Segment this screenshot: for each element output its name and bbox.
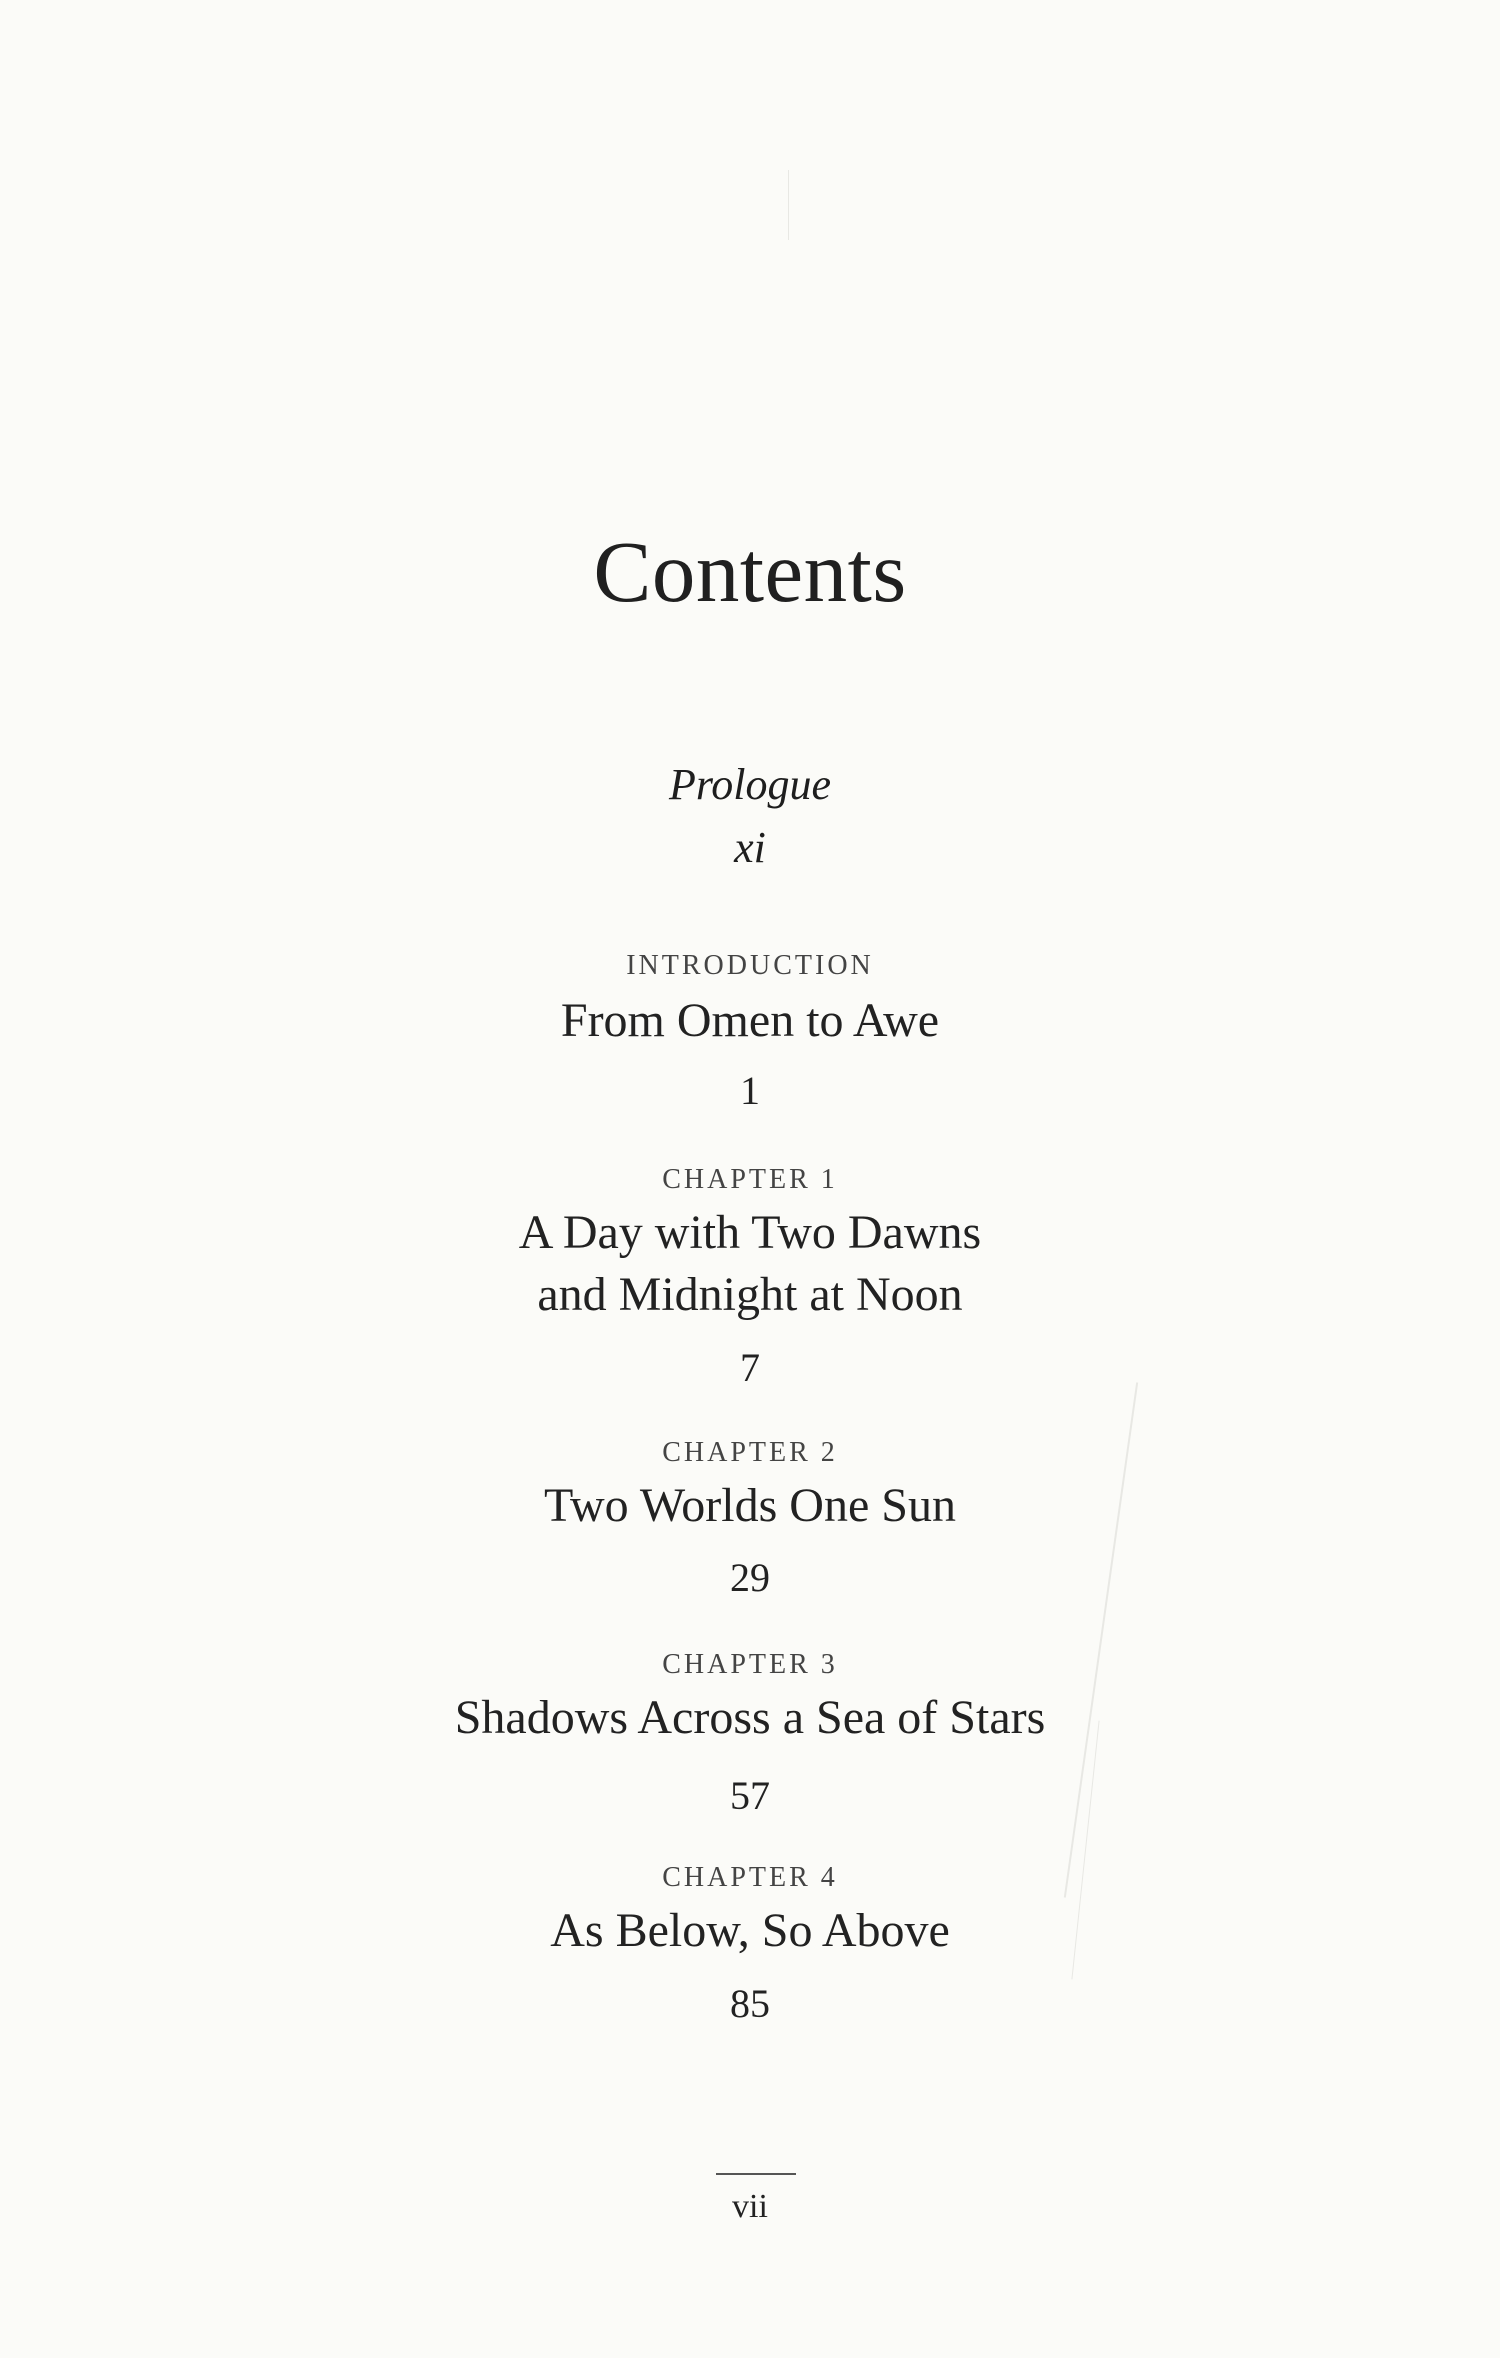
chapter-2-page-number: 29: [730, 1555, 770, 1600]
chapter-3-label: CHAPTER 3: [662, 1649, 838, 1680]
scan-artifact: [788, 170, 789, 240]
chapter-1-page-number: 7: [740, 1345, 760, 1390]
chapter-3-title: Shadows Across a Sea of Stars: [454, 1691, 1046, 1744]
chapter-2-title: Two Worlds One Sun: [544, 1479, 956, 1532]
prologue-title: Prologue: [668, 760, 832, 809]
folio-page-number: vii: [732, 2188, 768, 2225]
chapter-4-title: As Below, So Above: [550, 1904, 950, 1957]
chapter-1-title-line-1: A Day with Two Dawns: [518, 1206, 982, 1259]
chapter-1-title-line-2: and Midnight at Noon: [537, 1268, 963, 1321]
introduction-label: INTRODUCTION: [626, 950, 874, 981]
chapter-4-label: CHAPTER 4: [662, 1862, 838, 1893]
introduction-page-number: 1: [740, 1068, 760, 1113]
folio-rule: [716, 2173, 796, 2175]
chapter-4-page-number: 85: [730, 1981, 770, 2026]
chapter-1-label: CHAPTER 1: [662, 1164, 838, 1195]
chapter-3-page-number: 57: [730, 1773, 770, 1818]
page-title: Contents: [593, 523, 907, 620]
chapter-2-label: CHAPTER 2: [662, 1437, 838, 1468]
prologue-page-number: xi: [734, 823, 766, 872]
introduction-title: From Omen to Awe: [560, 994, 940, 1047]
